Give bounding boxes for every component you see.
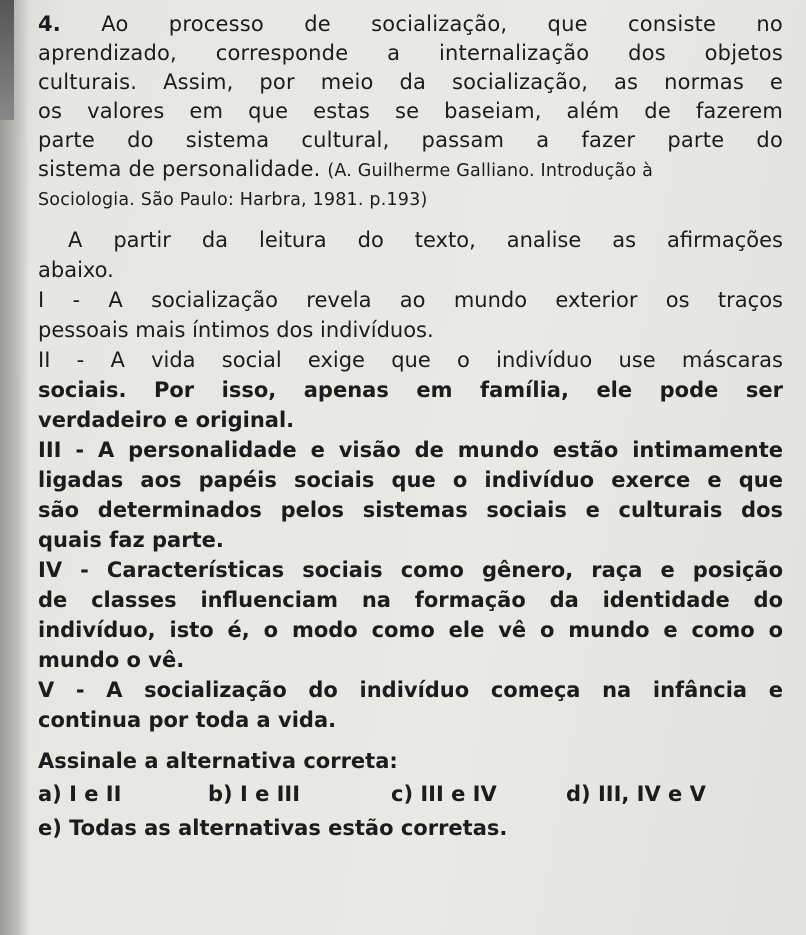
alternative-c[interactable]: c) III e IV	[391, 782, 497, 806]
question-line-3: culturais. Assim, por meio da socialização, as normas e	[38, 70, 783, 94]
question-line-6: sistema de personalidade. (A. Guilherme Galliano. Introdução à	[38, 157, 654, 181]
intro-line-1: A partir da leitura do texto, analise as afirmações	[68, 228, 783, 252]
alternative-e[interactable]: e) Todas as alternativas estão corretas.	[38, 816, 508, 840]
statement-3: III - A personalidade e visão de mundo estão intimamente ligadas aos papéis sociais que o indivíduo exerce e que são determinados pelos sistemas sociais e culturais dos quais faz parte.	[38, 438, 783, 552]
statement-5: V - A socialização do indivíduo começa na infância e continua por toda a vida.	[38, 678, 783, 732]
alternatives-row	[38, 777, 783, 811]
statement-2: II - A vida social exige que o indivíduo use máscaras sociais. Por isso, apenas em família, ele pode ser verdadeiro e original.	[38, 348, 783, 432]
question-number: 4.	[38, 12, 61, 36]
intro-line-2: abaixo.	[38, 258, 114, 282]
statement-4: IV - Características sociais como gênero, raça e posição de classes influenciam na formação da identidade do indivíduo, isto é, o modo como ele vê o mundo e como o mundo o vê.	[38, 558, 783, 672]
question-line-2: aprendizado, corresponde a internalização dos objetos	[38, 41, 783, 65]
citation-part-2: Sociologia. São Paulo: Harbra, 1981. p.193)	[38, 190, 428, 210]
page-binding-shadow	[0, 0, 30, 935]
instruction-text: Assinale a alternativa correta:	[38, 749, 398, 773]
question-line-5: parte do sistema cultural, passam a fazer parte do	[38, 128, 783, 152]
question-line-1: 4. Ao processo de socialização, que consiste no	[38, 12, 783, 36]
question-text	[38, 10, 783, 215]
question-content	[38, 10, 783, 845]
page-edge-shadow	[0, 0, 14, 120]
alternative-a[interactable]: a) I e II	[38, 782, 122, 806]
statement-1: I - A socialização revela ao mundo exterior os traços pessoais mais íntimos dos indivíduos.	[38, 288, 783, 342]
citation-part-1: (A. Guilherme Galliano. Introdução à	[327, 161, 654, 181]
question-line-4: os valores em que estas se baseiam, além de fazerem	[38, 99, 783, 123]
alternative-d[interactable]: d) III, IV e V	[566, 782, 706, 806]
intro-text	[38, 225, 783, 285]
alternative-b[interactable]: b) I e III	[208, 782, 301, 806]
